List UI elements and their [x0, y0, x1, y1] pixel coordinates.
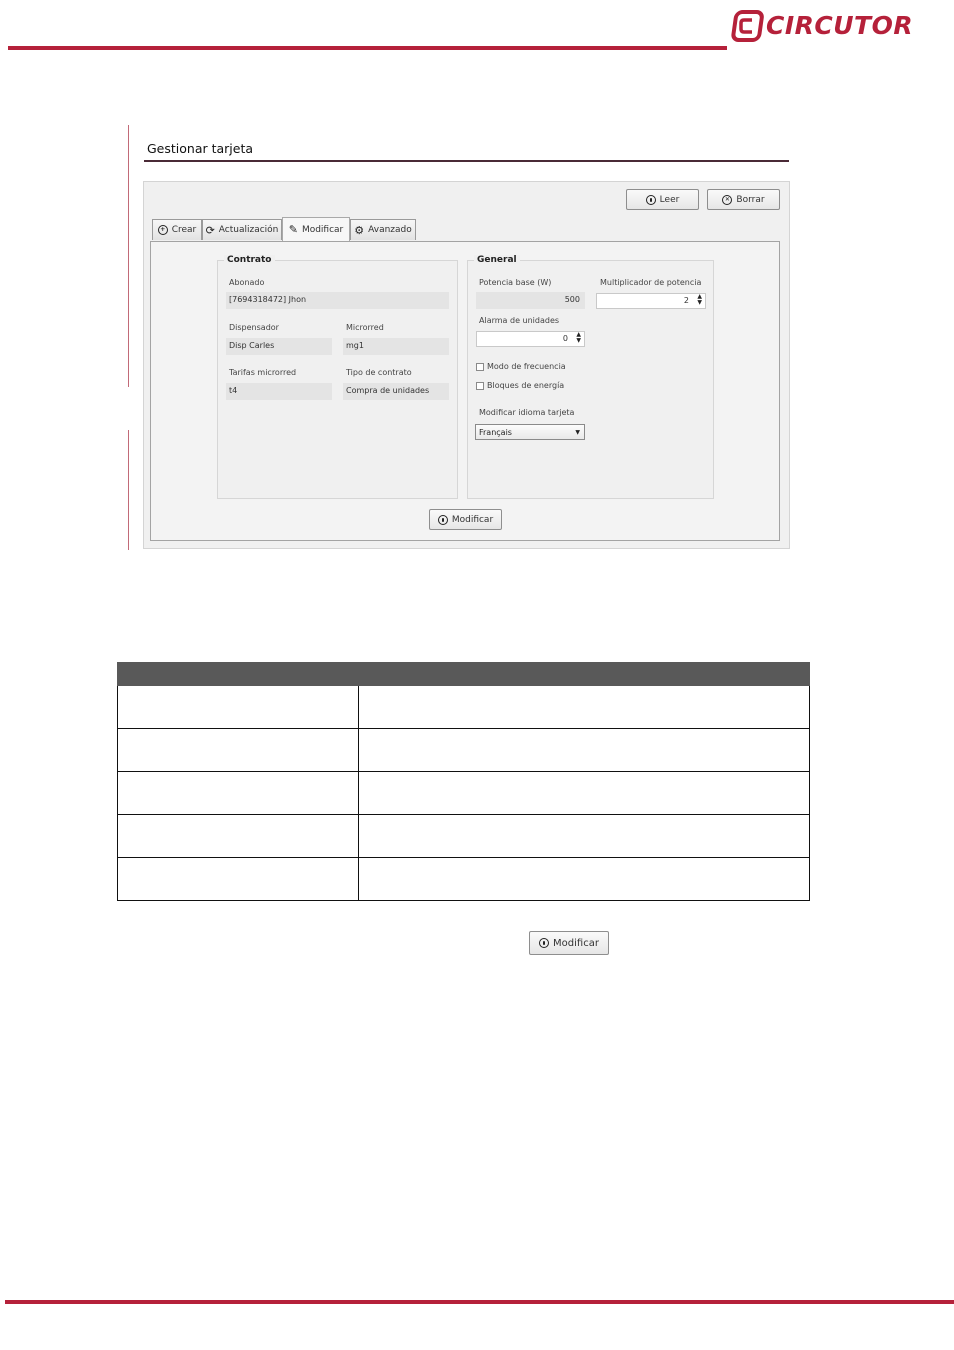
table-row	[118, 729, 810, 772]
subscriber-field[interactable]: [7694318472] Jhon	[226, 292, 449, 309]
delete-button-label: Borrar	[736, 194, 765, 205]
brand-logo	[730, 9, 914, 45]
circutor-logo-icon	[730, 9, 764, 43]
tab-label: Avanzado	[368, 225, 412, 235]
table-cell	[359, 772, 810, 815]
tab-label: Crear	[171, 225, 197, 235]
base-power-field[interactable]: 500	[476, 292, 585, 309]
table-cell	[118, 815, 359, 858]
microgrid-label: Microrred	[346, 323, 384, 332]
table-row	[118, 772, 810, 815]
power-multiplier-value: 2	[683, 296, 689, 305]
chevron-down-icon: ▼	[575, 429, 580, 436]
header-rule	[8, 46, 727, 50]
read-button[interactable]	[626, 189, 699, 210]
modify-button[interactable]	[429, 509, 502, 530]
tariffs-label: Tarifas microrred	[229, 368, 297, 377]
tariffs-field[interactable]: t4	[226, 383, 332, 400]
table-row	[118, 815, 810, 858]
power-multiplier-label: Multiplicador de potencia	[600, 278, 702, 287]
table-cell	[359, 858, 810, 901]
energy-blocks-label: Bloques de energía	[487, 381, 565, 390]
dispenser-label: Dispensador	[229, 323, 279, 332]
tab-crear[interactable]	[152, 219, 202, 240]
table-cell	[118, 686, 359, 729]
margin-line-top	[128, 125, 129, 387]
energy-blocks-row[interactable]	[476, 381, 564, 390]
read-button-label: Leer	[659, 194, 680, 205]
table-cell	[359, 729, 810, 772]
read-icon	[646, 195, 656, 205]
close-icon: ✕	[722, 195, 732, 205]
table-cell	[118, 772, 359, 815]
contract-type-label: Tipo de contrato	[346, 368, 412, 377]
units-alarm-value: 0	[562, 334, 568, 343]
gear-icon: ⚙	[354, 223, 365, 237]
table-header-cell	[118, 663, 359, 686]
stepper-arrows-icon[interactable]: ▲ ▼	[576, 331, 581, 344]
card-language-value: Français	[479, 428, 512, 437]
tab-label: Actualización	[218, 225, 279, 235]
frequency-mode-row[interactable]	[476, 362, 566, 371]
edit-icon: ✎	[288, 223, 298, 236]
tab-avanzado[interactable]	[350, 219, 416, 240]
modify-button-label: Modificar	[451, 514, 494, 525]
tab-label: Modificar	[301, 224, 344, 235]
plus-circle-icon: +	[158, 225, 168, 235]
energy-blocks-checkbox[interactable]	[476, 382, 484, 390]
units-alarm-label: Alarma de unidades	[479, 316, 560, 325]
frequency-mode-checkbox[interactable]	[476, 363, 484, 371]
contract-group-title: Contrato	[224, 255, 275, 265]
base-power-label: Potencia base (W)	[479, 278, 552, 287]
frequency-mode-label: Modo de frecuencia	[487, 362, 566, 371]
inline-modify-button-label: Modificar	[553, 937, 599, 949]
stepper-arrows-icon[interactable]: ▲ ▼	[697, 293, 702, 306]
table-row	[118, 858, 810, 901]
table-cell	[118, 729, 359, 772]
power-multiplier-stepper[interactable]	[596, 293, 706, 309]
delete-button[interactable]	[707, 189, 780, 210]
card-language-select[interactable]	[475, 424, 585, 440]
dispenser-field[interactable]: Disp Carles	[226, 338, 332, 355]
dialog-title-rule	[144, 160, 789, 162]
refresh-icon: ⟳	[205, 223, 215, 237]
units-alarm-stepper[interactable]	[476, 331, 585, 347]
microgrid-field[interactable]: mg1	[343, 338, 449, 355]
tab-modificar[interactable]	[282, 217, 350, 241]
dialog-title: Gestionar tarjeta	[147, 141, 254, 156]
general-group-title: General	[474, 255, 520, 265]
tab-actualizacion[interactable]	[202, 219, 282, 240]
table-header-row	[118, 663, 810, 686]
table-header-cell	[359, 663, 810, 686]
modify-icon	[539, 938, 549, 948]
margin-line-bottom	[128, 430, 129, 550]
table-cell	[359, 686, 810, 729]
table-cell	[118, 858, 359, 901]
footer-rule	[5, 1300, 954, 1304]
table-cell	[359, 815, 810, 858]
modify-icon	[438, 515, 448, 525]
description-table	[117, 662, 810, 901]
inline-modify-button[interactable]	[529, 931, 609, 955]
contract-type-field[interactable]: Compra de unidades	[343, 383, 449, 400]
subscriber-label: Abonado	[229, 278, 265, 287]
brand-name: CIRCUTOR	[766, 11, 914, 40]
card-language-label: Modificar idioma tarjeta	[479, 408, 575, 417]
table-row	[118, 686, 810, 729]
